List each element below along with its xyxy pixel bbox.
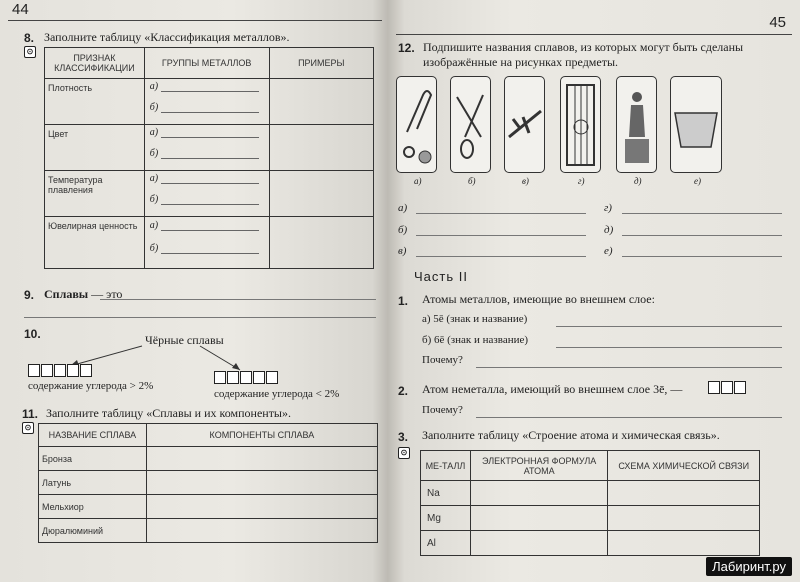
photo-paperclip [396, 76, 437, 173]
left-page [0, 0, 388, 582]
statue-icon [617, 77, 656, 172]
photo-cutlery [450, 76, 491, 173]
airplane-icon [505, 77, 544, 172]
metals-classification-table [44, 47, 374, 269]
answer-line[interactable] [161, 103, 259, 113]
page-number: 45 [769, 14, 786, 31]
col-header: НАЗВАНИЕ СПЛАВА [39, 424, 147, 447]
question-1-text: Атомы металлов, имеющие во внешнем слое: [422, 292, 655, 306]
answer-line[interactable] [161, 221, 259, 231]
photo-tub [670, 76, 722, 173]
carbon-caption-left: содержание углерода > 2% [28, 380, 154, 392]
row-label: Цвет [45, 125, 145, 171]
table-row [421, 481, 760, 506]
answer-cell[interactable] [146, 495, 377, 519]
question-1b: б) 6ē (знак и название) [422, 334, 529, 346]
watermark: Лабиринт.ру [706, 557, 792, 576]
answer-line[interactable] [161, 244, 259, 254]
task-8-number: 8. [24, 31, 35, 45]
answer-label: г) [604, 202, 612, 214]
table-row [45, 171, 374, 217]
answer-line[interactable] [476, 416, 782, 418]
answer-cell[interactable] [146, 447, 377, 471]
top-rule [396, 34, 792, 35]
row-label: Al [421, 531, 471, 556]
row-label: Температура плавления [45, 171, 145, 217]
question-2-number: 2. [398, 384, 409, 398]
paperclip-icon [397, 77, 436, 172]
carbon-caption-right: содержание углерода < 2% [214, 388, 340, 400]
image-label: б) [468, 176, 476, 186]
photo-gate [560, 76, 601, 173]
mouse-icon: ⊙ [24, 46, 36, 58]
fork-spoon-icon [451, 77, 490, 172]
answer-label: в) [398, 245, 407, 257]
table-row [39, 519, 378, 543]
answer-line[interactable] [100, 298, 376, 300]
table-row [421, 531, 760, 556]
question-2-text: Атом неметалла, имеющий во внешнем слое 3ē, — [422, 382, 683, 396]
answer-cell[interactable] [470, 506, 608, 531]
image-label: а) [414, 176, 422, 186]
answer-label: б) [398, 224, 408, 236]
table-row [39, 471, 378, 495]
row-label: Na [421, 481, 471, 506]
answer-line[interactable] [416, 212, 586, 214]
option-a: а) [149, 172, 159, 184]
answer-boxes-right[interactable] [214, 369, 279, 387]
answer-line[interactable] [161, 128, 259, 138]
image-label: д) [634, 176, 642, 186]
image-label: в) [522, 176, 529, 186]
answer-line[interactable] [161, 174, 259, 184]
mouse-icon: ⊙ [398, 447, 410, 459]
answer-line[interactable] [476, 366, 782, 368]
answer-label: а) [398, 202, 408, 214]
col-header: ГРУППЫ МЕТАЛЛОВ [144, 48, 269, 79]
question-3-text: Заполните таблицу «Строение атома и химическая связь». [422, 428, 720, 442]
answer-cell[interactable] [608, 481, 760, 506]
col-header: МЕ-ТАЛЛ [421, 451, 471, 481]
photo-statue [616, 76, 657, 173]
answer-boxes-left[interactable] [28, 362, 93, 380]
task-12-text: Подпишите названия сплавов, из которых могут быть сделаны изображённые на рисунках предметы. [423, 40, 744, 69]
task-9-dash: — это [91, 287, 123, 301]
row-label: Мельхиор [39, 495, 147, 519]
part-heading: Часть II [414, 269, 468, 284]
answer-line[interactable] [622, 212, 782, 214]
answer-cell[interactable] [608, 506, 760, 531]
option-a: а) [149, 126, 159, 138]
option-a: а) [149, 219, 159, 231]
answer-line[interactable] [622, 234, 782, 236]
table-row [39, 447, 378, 471]
page-number: 44 [12, 1, 29, 18]
answer-line[interactable] [161, 195, 259, 205]
option-b: б) [149, 101, 159, 113]
table-row [39, 495, 378, 519]
table-row [45, 79, 374, 125]
table-row [45, 125, 374, 171]
term: Сплавы [44, 287, 89, 301]
table-row [421, 506, 760, 531]
task-11-number: 11. [22, 407, 39, 421]
table-row [45, 217, 374, 269]
option-b: б) [149, 193, 159, 205]
answer-boxes[interactable] [708, 379, 747, 397]
answer-cell[interactable] [470, 531, 608, 556]
option-b: б) [149, 147, 159, 159]
option-a: а) [149, 80, 159, 92]
image-label: г) [578, 176, 585, 186]
answer-label: е) [604, 245, 613, 257]
question-1-why: Почему? [422, 354, 463, 366]
question-3-number: 3. [398, 430, 409, 444]
alloys-components-table [38, 423, 378, 543]
row-label: Бронза [39, 447, 147, 471]
col-header: ЭЛЕКТРОННАЯ ФОРМУЛА АТОМА [470, 451, 608, 481]
tub-icon [671, 77, 721, 172]
col-header: СХЕМА ХИМИЧЕСКОЙ СВЯЗИ [608, 451, 760, 481]
answer-label: д) [604, 224, 614, 236]
top-rule [8, 20, 382, 21]
image-label: е) [694, 176, 701, 186]
answer-line[interactable] [556, 325, 782, 327]
row-label: Ювелирная ценность [45, 217, 145, 269]
task-11-text: Заполните таблицу «Сплавы и их компоненты». [46, 406, 291, 420]
answer-line[interactable] [622, 255, 782, 257]
task-8-text: Заполните таблицу «Классификация металлов». [44, 30, 290, 44]
question-1a: а) 5ē (знак и название) [422, 313, 528, 325]
answer-line[interactable] [416, 234, 586, 236]
answer-line[interactable] [161, 82, 259, 92]
answer-line[interactable] [24, 316, 376, 318]
row-label: Дюралюминий [39, 519, 147, 543]
atom-structure-table [420, 450, 760, 556]
answer-cell[interactable] [608, 531, 760, 556]
answer-cell[interactable] [146, 519, 377, 543]
row-label: Плотность [45, 79, 145, 125]
answer-line[interactable] [161, 149, 259, 159]
answer-cell[interactable] [470, 481, 608, 506]
task-12-number: 12. [398, 41, 415, 55]
black-alloys-label: Чёрные сплавы [145, 333, 224, 347]
col-header: ПРИМЕРЫ [269, 48, 373, 79]
answer-line[interactable] [416, 255, 586, 257]
row-label: Mg [421, 506, 471, 531]
row-label: Латунь [39, 471, 147, 495]
question-2-why: Почему? [422, 404, 463, 416]
task-9-number: 9. [24, 288, 35, 302]
question-1-number: 1. [398, 294, 409, 308]
option-b: б) [149, 242, 159, 254]
photo-airplane [504, 76, 545, 173]
task-10-number: 10. [24, 327, 41, 341]
col-header: КОМПОНЕНТЫ СПЛАВА [146, 424, 377, 447]
right-page [388, 0, 800, 582]
answer-cell[interactable] [146, 471, 377, 495]
col-header: ПРИЗНАК КЛАССИФИКАЦИИ [45, 48, 145, 79]
iron-gate-icon [561, 77, 600, 172]
answer-line[interactable] [556, 346, 782, 348]
mouse-icon: ⊙ [22, 422, 34, 434]
